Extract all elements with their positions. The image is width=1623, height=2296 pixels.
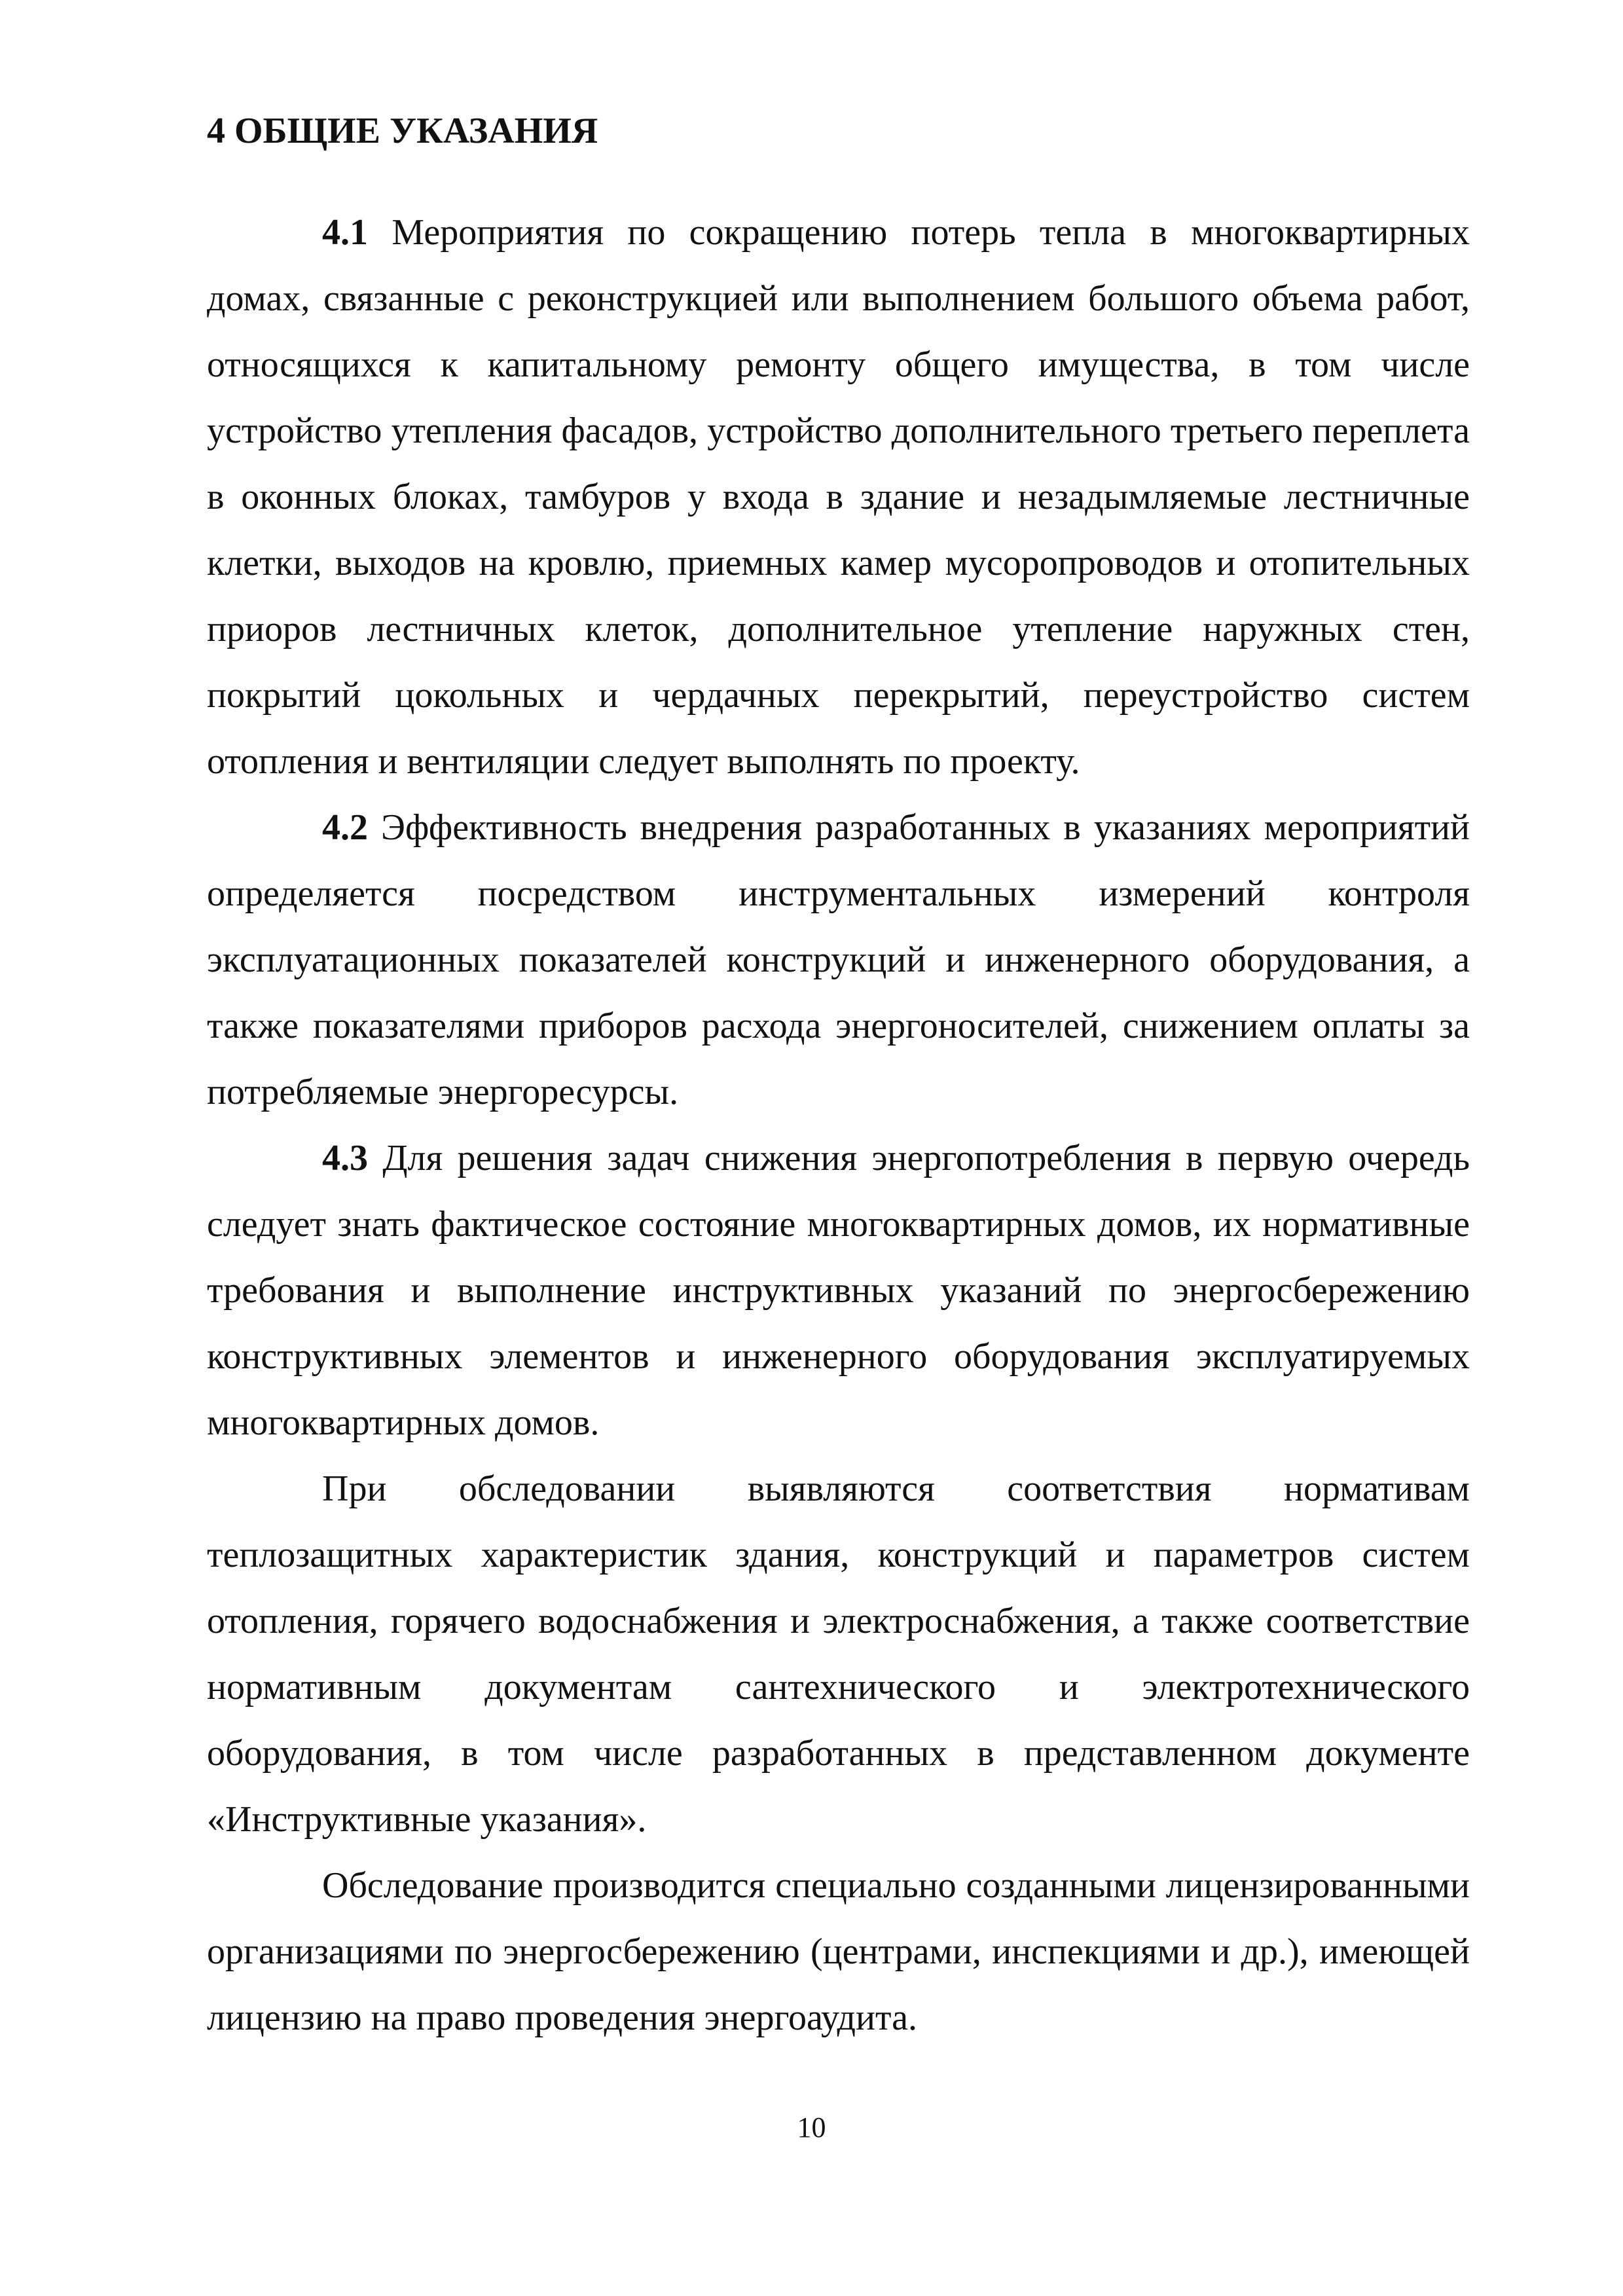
paragraph-text: При обследовании выявляются соответствия нормативам теплозащитных характеристик здания, конструкций и параметров систем отопления, горячего водоснабжения и электроснабжения, а также соответствие нормативным документам сантехнического и электротехнического оборудования, в том числе разработанных в представленном документе «Инструктивные указания». [207, 1468, 1470, 1840]
paragraph-4-3 [207, 1125, 1470, 1456]
page-number: 10 [797, 2111, 826, 2143]
paragraph-audit [207, 1853, 1470, 2051]
paragraph-number: 4.2 [322, 807, 368, 848]
paragraph-text: Обследование производится специально созданными лицензированными организациями по энергосбережению (центрами, инспекциями и др.), имеющей лицензию на право проведения энергоаудита. [207, 1865, 1470, 2038]
paragraph-inspection [207, 1456, 1470, 1853]
paragraph-4-1 [207, 200, 1470, 795]
paragraph-text: Для решения задач снижения энергопотребления в первую очередь следует знать фактическое состояние многоквартирных домов, их нормативные требования и выполнение инструктивных указаний по энергосбережению конструктивных элементов и инженерного оборудования эксплуатируемых многоквартирных домов. [207, 1138, 1470, 1443]
body-text [207, 200, 1470, 2051]
section-heading: 4 ОБЩИЕ УКАЗАНИЯ [207, 111, 598, 151]
paragraph-text: Эффективность внедрения разработанных в указаниях мероприятий определяется посредством инструментальных измерений контроля эксплуатационных показателей конструкций и инженерного оборудования, а также показателями приборов расхода энергоносителей, снижением оплаты за потребляемые энергоресурсы. [207, 807, 1470, 1112]
paragraph-text: Мероприятия по сокращению потерь тепла в многоквартирных домах, связанные с реконструкцией или выполнением большого объема работ, относящихся к капитальному ремонту общего имущества, в том числе устройство утепления фасадов, устройство дополнительного третьего переплета в оконных блоках, тамбуров у входа в здание и незадымляемые лестничные клетки, выходов на кровлю, приемных камер мусоропроводов и отопительных приоров лестничных клеток, дополнительное утепление наружных стен, покрытий цокольных и чердачных перекрытий, переустройство систем отопления и вентиляции следует выполнять по проекту. [207, 212, 1470, 782]
paragraph-4-2 [207, 795, 1470, 1125]
paragraph-number: 4.1 [322, 212, 368, 253]
paragraph-number: 4.3 [322, 1138, 368, 1178]
